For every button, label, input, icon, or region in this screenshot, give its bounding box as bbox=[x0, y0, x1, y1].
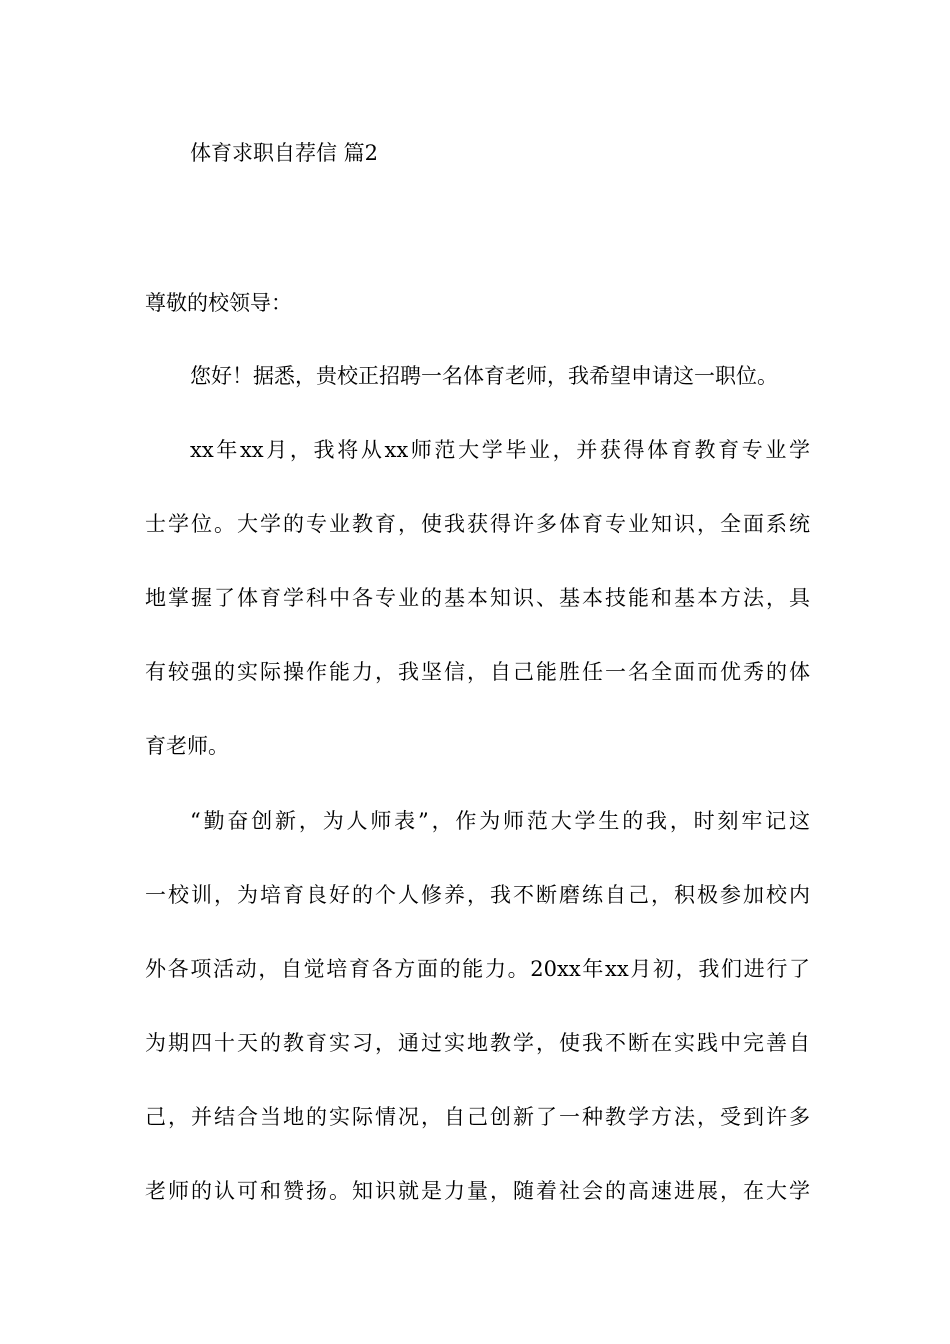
paragraph-line: xx年xx月，我将从xx师范大学毕业，并获得体育教育专业学 bbox=[190, 438, 810, 462]
greeting: 尊敬的校领导： bbox=[145, 291, 292, 315]
paragraph-line: “勤奋创新，为人师表”，作为师范大学生的我，时刻牢记这 bbox=[190, 809, 810, 833]
page-title: 体育求职自荐信 篇2 bbox=[190, 141, 379, 165]
paragraph-line: 老师的认可和赞扬。知识就是力量，随着社会的高速进展，在大学 bbox=[145, 1179, 810, 1203]
paragraph-line: 外各项活动，自觉培育各方面的能力。20xx年xx月初，我们进行了 bbox=[145, 957, 810, 981]
paragraph-line: 士学位。大学的专业教育，使我获得许多体育专业知识，全面系统 bbox=[145, 512, 810, 536]
paragraph-line: 地掌握了体育学科中各专业的基本知识、基本技能和基本方法，具 bbox=[145, 586, 810, 610]
paragraph-line: 您好！据悉，贵校正招聘一名体育老师，我希望申请这一职位。 bbox=[190, 364, 778, 388]
paragraph-line: 育老师。 bbox=[145, 734, 229, 758]
paragraph-line: 己，并结合当地的实际情况，自己创新了一种教学方法，受到许多 bbox=[145, 1105, 810, 1129]
paragraph-line: 为期四十天的教育实习，通过实地教学，使我不断在实践中完善自 bbox=[145, 1031, 810, 1055]
paragraph-line: 有较强的实际操作能力，我坚信，自己能胜任一名全面而优秀的体 bbox=[145, 660, 810, 684]
paragraph-line: 一校训，为培育良好的个人修养，我不断磨练自己，积极参加校内 bbox=[145, 883, 810, 907]
